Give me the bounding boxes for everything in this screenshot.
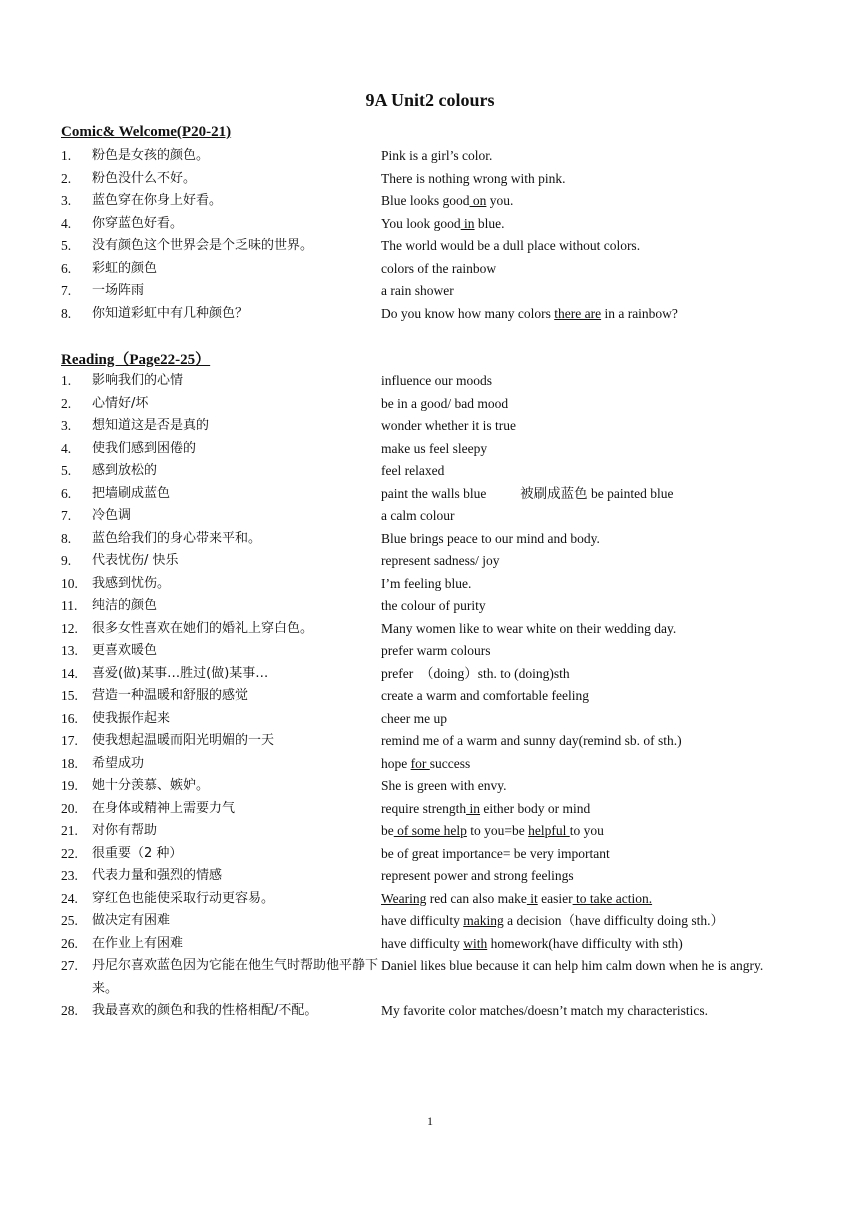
phrase-text: remind me of a warm and sunny day(remind sb. of sth.) xyxy=(381,733,682,748)
item-number: 8. xyxy=(61,305,72,321)
chinese-phrase: 穿红色也能使采取行动更容易。 xyxy=(92,890,275,906)
english-phrase xyxy=(381,663,831,686)
phrase-text: prefer （doing）sth. to (doing)sth xyxy=(381,665,570,681)
english-phrase xyxy=(381,505,831,528)
chinese-phrase: 你穿蓝色好看。 xyxy=(92,215,184,231)
item-number: 16. xyxy=(61,710,78,726)
item-number: 6. xyxy=(61,485,72,501)
english-phrase xyxy=(381,955,831,978)
chinese-phrase: 我最喜欢的颜色和我的性格相配/不配。 xyxy=(92,1003,318,1018)
english-phrase xyxy=(381,1000,831,1023)
chinese-phrase: 代表忧伤/ 快乐 xyxy=(92,553,179,568)
chinese-phrase: 她十分羡慕、嫉妒。 xyxy=(92,778,210,793)
list-item xyxy=(61,708,831,731)
chinese-phrase: 在身体或精神上需要力气 xyxy=(92,800,236,816)
item-number: 10. xyxy=(61,575,78,591)
page-number: 1 xyxy=(427,1114,433,1128)
underlined-text: on xyxy=(469,193,487,208)
english-phrase xyxy=(381,370,831,393)
english-phrase xyxy=(381,685,831,708)
list-item xyxy=(61,235,831,258)
english-phrase xyxy=(381,618,831,641)
phrase-text: to you=be xyxy=(466,823,529,838)
english-phrase xyxy=(381,145,831,168)
list-item xyxy=(61,753,831,776)
phrase-text: She is green with envy. xyxy=(381,778,507,793)
phrase-text: a calm colour xyxy=(381,508,455,523)
chinese-phrase: 更喜欢暖色 xyxy=(92,643,158,658)
item-number: 2. xyxy=(61,395,72,411)
list-item xyxy=(61,730,831,753)
item-number: 3. xyxy=(61,193,72,208)
english-phrase xyxy=(381,775,831,798)
english-phrase xyxy=(381,798,831,821)
english-phrase xyxy=(381,393,831,416)
underlined-text: it xyxy=(526,890,538,906)
chinese-phrase: 心情好/坏 xyxy=(92,395,149,411)
list-item xyxy=(61,685,831,708)
section-heading-reading: Reading（Page22-25） xyxy=(61,352,211,368)
chinese-phrase: 喜爱(做)某事…胜过(做)某事… xyxy=(92,665,269,681)
english-phrase xyxy=(381,303,831,326)
phrase-text: represent sadness/ joy xyxy=(381,553,500,568)
phrase-text: require strength xyxy=(381,800,467,816)
chinese-phrase: 很多女性喜欢在她们的婚礼上穿白色。 xyxy=(92,620,314,636)
underlined-text: of some help xyxy=(393,823,467,838)
item-number: 24. xyxy=(61,890,78,906)
vocab-list-comic xyxy=(61,145,831,325)
chinese-phrase: 蓝色给我们的身心带来平和。 xyxy=(92,530,262,546)
item-number: 23. xyxy=(61,868,78,883)
phrase-text: wonder whether it is true xyxy=(381,418,516,433)
list-item xyxy=(61,888,831,911)
chinese-phrase: 把墙刷成蓝色 xyxy=(92,485,171,501)
item-number: 2. xyxy=(61,170,72,186)
item-number: 8. xyxy=(61,530,72,546)
item-number: 3. xyxy=(61,418,72,433)
item-number: 9. xyxy=(61,553,72,568)
item-number: 7. xyxy=(61,283,72,298)
phrase-text: Blue looks good xyxy=(381,193,470,208)
item-number: 21. xyxy=(61,823,78,838)
item-number: 28. xyxy=(61,1003,78,1018)
phrase-text: success xyxy=(429,755,471,771)
english-phrase xyxy=(381,595,831,618)
underlined-text: to take action. xyxy=(572,890,653,906)
phrase-text: Daniel likes blue because it can help him calm down when he is angry. xyxy=(381,958,764,973)
phrase-text: be in a good/ bad mood xyxy=(381,395,509,411)
list-item xyxy=(61,663,831,686)
phrase-text: represent power and strong feelings xyxy=(381,868,574,883)
english-phrase xyxy=(381,213,831,236)
chinese-phrase: 使我们感到困倦的 xyxy=(92,440,197,456)
phrase-text: Pink is a girl’s color. xyxy=(381,148,493,163)
list-item xyxy=(61,595,831,618)
item-number: 4. xyxy=(61,440,72,456)
list-item xyxy=(61,415,831,438)
list-item xyxy=(61,640,831,663)
list-item xyxy=(61,438,831,461)
underlined-text: there are xyxy=(554,305,602,321)
underlined-text: in xyxy=(460,215,475,231)
phrase-text: colors of the rainbow xyxy=(381,260,497,276)
chinese-phrase: 做决定有困难 xyxy=(92,913,171,928)
list-item xyxy=(61,1000,831,1023)
phrase-text: hope xyxy=(381,755,411,771)
phrase-text: have difficulty xyxy=(381,935,464,951)
phrase-text: I’m feeling blue. xyxy=(381,575,472,591)
list-item xyxy=(61,460,831,483)
item-number: 25. xyxy=(61,913,78,928)
phrase-text: be xyxy=(381,823,394,838)
phrase-text: The world would be a dull place without colors. xyxy=(381,238,641,253)
item-number: 18. xyxy=(61,755,78,771)
item-number: 6. xyxy=(61,260,72,276)
item-number: 13. xyxy=(61,643,78,658)
item-number: 15. xyxy=(61,688,78,703)
item-number: 17. xyxy=(61,733,78,748)
item-number: 27. xyxy=(61,958,78,973)
phrase-text: Blue brings peace to our mind and body. xyxy=(381,530,600,546)
phrase-text: make us feel sleepy xyxy=(381,440,488,456)
phrase-text: Many women like to wear white on their wedding day. xyxy=(381,620,677,636)
list-item xyxy=(61,550,831,573)
phrase-text: create a warm and comfortable feeling xyxy=(381,688,590,703)
english-phrase xyxy=(381,910,831,933)
item-number: 20. xyxy=(61,800,78,816)
english-phrase xyxy=(381,438,831,461)
list-item xyxy=(61,820,831,843)
chinese-phrase: 彩虹的颜色 xyxy=(92,260,158,276)
chinese-phrase: 粉色没什么不好。 xyxy=(92,170,197,186)
item-number: 12. xyxy=(61,620,78,636)
english-phrase xyxy=(381,483,831,506)
english-phrase xyxy=(381,258,831,281)
phrase-text: have difficulty xyxy=(381,913,464,928)
list-item xyxy=(61,573,831,596)
chinese-phrase: 没有颜色这个世界会是个乏味的世界。 xyxy=(92,238,314,253)
chinese-phrase: 对你有帮助 xyxy=(92,823,158,838)
phrase-text: Do you know how many colors xyxy=(381,305,555,321)
chinese-phrase: 粉色是女孩的颜色。 xyxy=(92,148,210,163)
list-item xyxy=(61,280,831,303)
chinese-phrase: 在作业上有困难 xyxy=(92,935,184,951)
phrase-text: you. xyxy=(486,193,514,208)
phrase-text: the colour of purity xyxy=(381,598,486,613)
phrase-text: be of great importance= be very important xyxy=(381,845,610,861)
underlined-text: with xyxy=(463,935,488,951)
list-item xyxy=(61,168,831,191)
phrase-text: a rain shower xyxy=(381,283,454,298)
phrase-text: influence our moods xyxy=(381,373,492,388)
item-number: 5. xyxy=(61,463,72,478)
phrase-text: red can also make xyxy=(426,890,527,906)
list-item xyxy=(61,213,831,236)
list-item xyxy=(61,955,831,1000)
item-number: 26. xyxy=(61,935,78,951)
list-item xyxy=(61,393,831,416)
underlined-text: Wearing xyxy=(381,890,427,906)
item-number: 1. xyxy=(61,148,72,163)
english-phrase xyxy=(381,933,831,956)
chinese-phrase: 感到放松的 xyxy=(92,463,158,478)
underlined-text: in xyxy=(466,800,480,816)
english-phrase xyxy=(381,190,831,213)
phrase-text: You look good xyxy=(381,215,461,231)
english-phrase xyxy=(381,865,831,888)
item-number: 19. xyxy=(61,778,78,793)
chinese-phrase: 蓝色穿在你身上好看。 xyxy=(92,193,223,208)
chinese-phrase: 很重要（2 种） xyxy=(92,845,183,861)
chinese-phrase: 使我想起温暖而阳光明媚的一天 xyxy=(92,733,275,748)
phrase-text: to you xyxy=(569,823,604,838)
list-item xyxy=(61,145,831,168)
english-phrase xyxy=(381,820,831,843)
phrase-text: There is nothing wrong with pink. xyxy=(381,170,566,186)
list-item xyxy=(61,798,831,821)
english-phrase xyxy=(381,888,831,911)
english-phrase xyxy=(381,573,831,596)
phrase-text: in a rainbow? xyxy=(601,305,678,321)
phrase-text: either body or mind xyxy=(479,800,591,816)
chinese-phrase: 代表力量和强烈的情感 xyxy=(92,868,223,883)
phrase-text: paint the walls blue 被刷成蓝色 be painted blue xyxy=(381,485,674,501)
list-item xyxy=(61,190,831,213)
list-item xyxy=(61,483,831,506)
chinese-phrase: 想知道这是否是真的 xyxy=(92,418,210,433)
underlined-text: for xyxy=(410,755,430,771)
item-number: 22. xyxy=(61,845,78,861)
chinese-phrase: 希望成功 xyxy=(92,755,145,771)
phrase-text: My favorite color matches/doesn’t match my characteristics. xyxy=(381,1003,709,1018)
english-phrase xyxy=(381,708,831,731)
chinese-phrase: 我感到忧伤。 xyxy=(92,575,171,591)
chinese-phrase: 使我振作起来 xyxy=(92,710,171,726)
english-phrase xyxy=(381,280,831,303)
english-phrase xyxy=(381,168,831,191)
list-item xyxy=(61,865,831,888)
phrase-text: feel relaxed xyxy=(381,463,445,478)
chinese-phrase: 纯洁的颜色 xyxy=(92,598,158,613)
list-item xyxy=(61,505,831,528)
phrase-text: easier xyxy=(537,890,573,906)
phrase-text: homework(have difficulty with sth) xyxy=(487,935,683,951)
vocab-list-reading xyxy=(61,370,831,1023)
document-title: 9A Unit2 colours xyxy=(365,90,495,110)
list-item xyxy=(61,775,831,798)
chinese-phrase: 你知道彩虹中有几种颜色？ xyxy=(92,305,249,321)
chinese-phrase: 营造一种温暖和舒服的感觉 xyxy=(92,688,249,703)
english-phrase xyxy=(381,235,831,258)
english-phrase xyxy=(381,550,831,573)
list-item xyxy=(61,258,831,281)
chinese-phrase: 一场阵雨 xyxy=(92,283,145,298)
item-number: 5. xyxy=(61,238,72,253)
chinese-phrase: 冷色调 xyxy=(92,508,132,523)
underlined-text: making xyxy=(463,913,504,928)
english-phrase xyxy=(381,528,831,551)
item-number: 1. xyxy=(61,373,72,388)
underlined-text: helpful xyxy=(528,823,570,838)
english-phrase xyxy=(381,415,831,438)
list-item xyxy=(61,618,831,641)
list-item xyxy=(61,303,831,326)
english-phrase xyxy=(381,843,831,866)
phrase-text: blue. xyxy=(474,215,505,231)
phrase-text: cheer me up xyxy=(381,710,447,726)
list-item xyxy=(61,910,831,933)
section-heading-comic: Comic& Welcome(P20-21) xyxy=(61,124,232,140)
english-phrase xyxy=(381,460,831,483)
item-number: 7. xyxy=(61,508,72,523)
phrase-text: a decision（have difficulty doing sth.） xyxy=(503,913,724,928)
english-phrase xyxy=(381,730,831,753)
chinese-phrase: 丹尼尔喜欢蓝色因为它能在他生气时帮助他平静下来。 xyxy=(92,958,379,996)
list-item xyxy=(61,843,831,866)
list-item xyxy=(61,528,831,551)
list-item xyxy=(61,370,831,393)
chinese-phrase: 影响我们的心情 xyxy=(92,373,184,388)
english-phrase xyxy=(381,640,831,663)
item-number: 14. xyxy=(61,665,78,681)
item-number: 11. xyxy=(61,598,78,613)
list-item xyxy=(61,933,831,956)
item-number: 4. xyxy=(61,215,72,231)
english-phrase xyxy=(381,753,831,776)
phrase-text: prefer warm colours xyxy=(381,643,491,658)
